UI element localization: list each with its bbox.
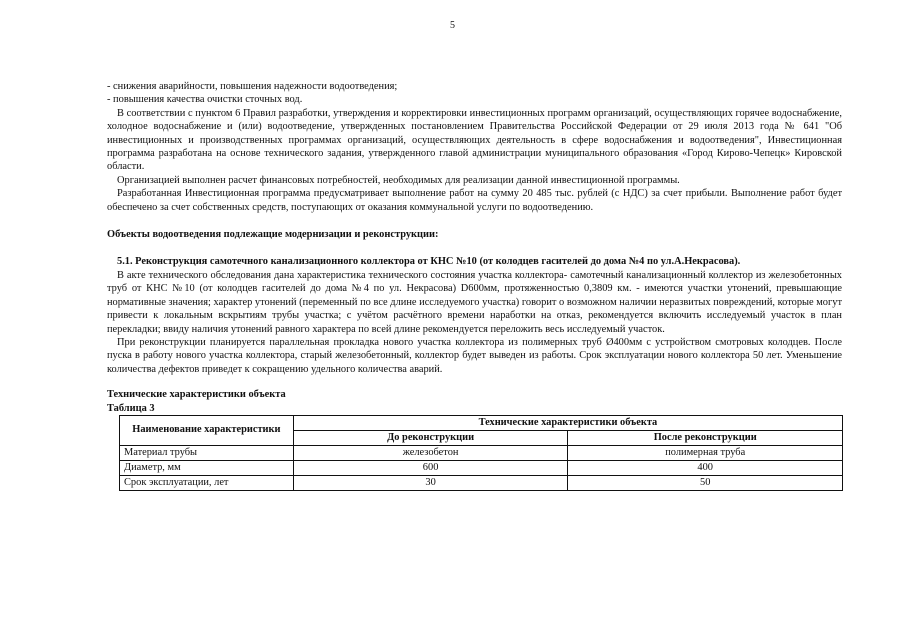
row-before: железобетон — [293, 445, 568, 460]
row-name: Срок эксплуатации, лет — [120, 475, 294, 490]
table-row — [120, 445, 843, 460]
table-row — [120, 460, 843, 475]
paragraph: При реконструкции планируется параллельная прокладка нового участка коллектора из полимерных труб Ø400мм с устройством смотровых колодцев. После пуска в работу нового участка коллектора, старый железобетонный, коллектор будет выведен из работы. Срок эксплуатации нового коллектора 50 лет. Уменьшение количества дефектов приведет к сокращению удельного количества аварий. — [107, 336, 842, 375]
bullet-item: - снижения аварийности, повышения надежности водоотведения; — [107, 81, 398, 92]
row-before: 600 — [293, 460, 568, 475]
row-before: 30 — [293, 475, 568, 490]
section-heading: Объекты водоотведения подлежащие модернизации и реконструкции: — [107, 229, 439, 241]
subsection-heading: 5.1. Реконструкция самотечного канализационного коллектора от КНС №10 (от колодцев гасителей до дома №4 по ул.А.Некрасова). — [117, 256, 741, 268]
paragraph: В соответствии с пунктом 6 Правил разработки, утверждения и корректировки инвестиционных программ организаций, осуществляющих горячее водоснабжение, холодное водоснабжение и (или) водоотведение, утвержденных постановлением Правительства Российской Федерации от 29 июля 2013 года № 641 "Об инвестиционных и производственных программах организаций, осуществляющих деятельность в сфере водоснабжения и водоотведения", Инвестиционная программа разработана на основе технического задания, утвержденного главой администрации муниципального образования «Город Кирово-Чепецк» Кировской области. — [107, 107, 842, 173]
row-after: 50 — [568, 475, 843, 490]
header-before: До реконструкции — [293, 430, 568, 445]
table-row — [120, 475, 843, 490]
row-name: Диаметр, мм — [120, 460, 294, 475]
bullet-item: - повышения качества очистки сточных вод. — [107, 94, 303, 106]
table-label: Таблица 3 — [107, 402, 155, 414]
paragraph: Разработанная Инвестиционная программа предусматривает выполнение работ на сумму 20 485 тыс. рублей (с НДС) за счет прибыли. Выполнение работ будет обеспечено за счет собственных средств, поступающих от оказания коммунальной услуги по водоотведению. — [107, 188, 842, 213]
spec-table — [119, 415, 843, 491]
table-caption: Технические характеристики объекта — [107, 389, 286, 401]
page-number: 5 — [450, 20, 455, 31]
row-after: 400 — [568, 460, 843, 475]
row-after: полимерная труба — [568, 445, 843, 460]
header-group: Технические характеристики объекта — [293, 415, 842, 430]
paragraph: В акте технического обследования дана характеристика технического состояния участка коллектора- самотечный канализационный коллектор из железобетонных труб от КНС №10 (от колодцев гасителей до дома №4 по ул. Некрасова) D600мм, протяженностью 0,3809 км. - имеются участки утонений, превышающие нормативные значения; характер утонений (переменный по все длине исследуемого участка) говорит о возможном наличии неразвитых повреждений, которые могут привести к локальным вскрытиям трубы участка; с учётом расчётного времени наработки на отказ, рекомендуется включить исследуемый участок в план перекладки; ввиду наличия утонений равного характера по всей длине рекомендуется переложить весь исследуемый участок. — [107, 269, 842, 335]
header-after: После реконструкции — [568, 430, 843, 445]
row-name: Материал трубы — [120, 445, 294, 460]
paragraph: Организацией выполнен расчет финансовых потребностей, необходимых для реализации данной инвестиционной программы. — [117, 174, 680, 186]
document-body — [107, 80, 842, 491]
header-name: Наименование характеристики — [120, 415, 294, 445]
